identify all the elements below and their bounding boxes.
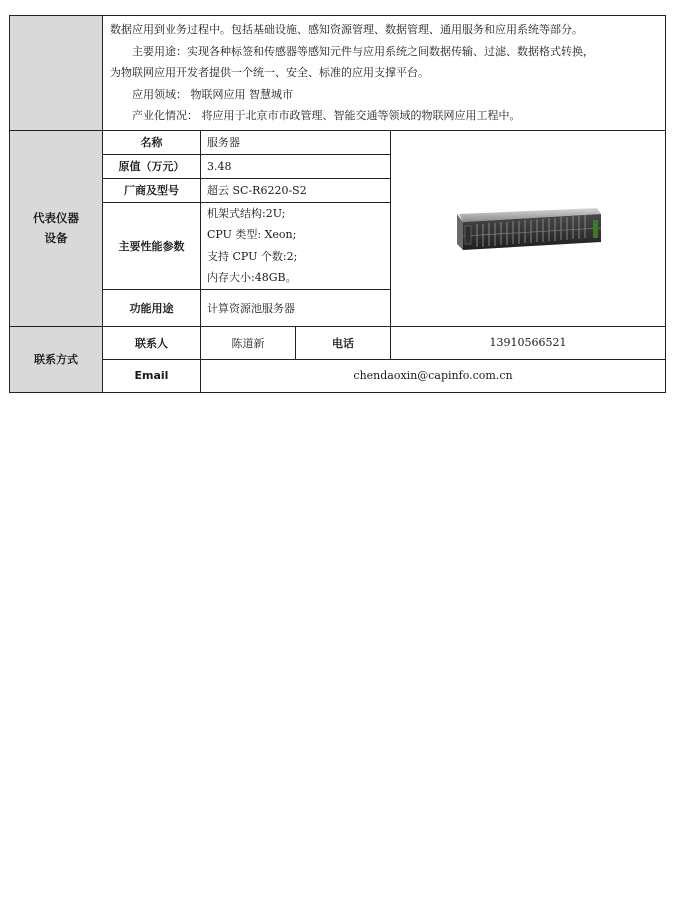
- model-label: 厂商及型号: [103, 178, 201, 202]
- contact-person-value: 陈道新: [201, 326, 296, 359]
- name-label: 名称: [103, 130, 201, 154]
- param-item: CPU 类型: Xeon;: [207, 228, 297, 241]
- document-page: [9, 15, 665, 393]
- params-value: [201, 202, 391, 289]
- name-value: 服务器: [201, 130, 391, 154]
- usage-line: 主要用途：实现各种标签和传感器等感知元件与应用系统之间数据传输、过滤、数据格式转换，: [132, 44, 594, 58]
- intro-blank-cell: [10, 16, 103, 131]
- industrialization-line: 产业化情况： 将应用于北京市市政管理、智能交通等领域的物联网应用工程中。: [132, 109, 521, 122]
- price-label: 原值（万元）: [103, 154, 201, 178]
- param-item: 内存大小:48GB。: [207, 271, 297, 284]
- intro-line: 数据应用到业务过程中。包括基础设施、感知资源管理、数据管理、通用服务和应用系统等部分。: [110, 23, 583, 36]
- email-value: chendaoxin@capinfo.com.cn: [201, 359, 666, 392]
- equipment-table: [9, 15, 666, 393]
- phone-value: 13910566521: [391, 326, 666, 359]
- equipment-image-cell: [391, 130, 666, 326]
- function-label: 功能用途: [103, 289, 201, 326]
- phone-label: 电话: [296, 326, 391, 359]
- function-value: 计算资源池服务器: [201, 289, 391, 326]
- param-item: 支持 CPU 个数:2;: [207, 249, 298, 263]
- param-item: 机架式结构:2U;: [207, 206, 286, 220]
- equipment-section-label: 代表仪器 设备: [10, 130, 103, 326]
- application-field-line: 应用领域： 物联网应用 智慧城市: [132, 87, 293, 101]
- email-label: Email: [103, 359, 201, 392]
- intro-text-cell: [103, 16, 666, 131]
- model-value: 超云 SC-R6220-S2: [201, 178, 391, 202]
- contact-section-label: 联系方式: [10, 326, 103, 392]
- price-value: 3.48: [201, 154, 391, 178]
- rack-server-image: [453, 202, 603, 254]
- usage-line-cont: 为物联网应用开发者提供一个统一、安全、标准的应用支撑平台。: [110, 66, 429, 79]
- params-label: 主要性能参数: [103, 202, 201, 289]
- contact-person-label: 联系人: [103, 326, 201, 359]
